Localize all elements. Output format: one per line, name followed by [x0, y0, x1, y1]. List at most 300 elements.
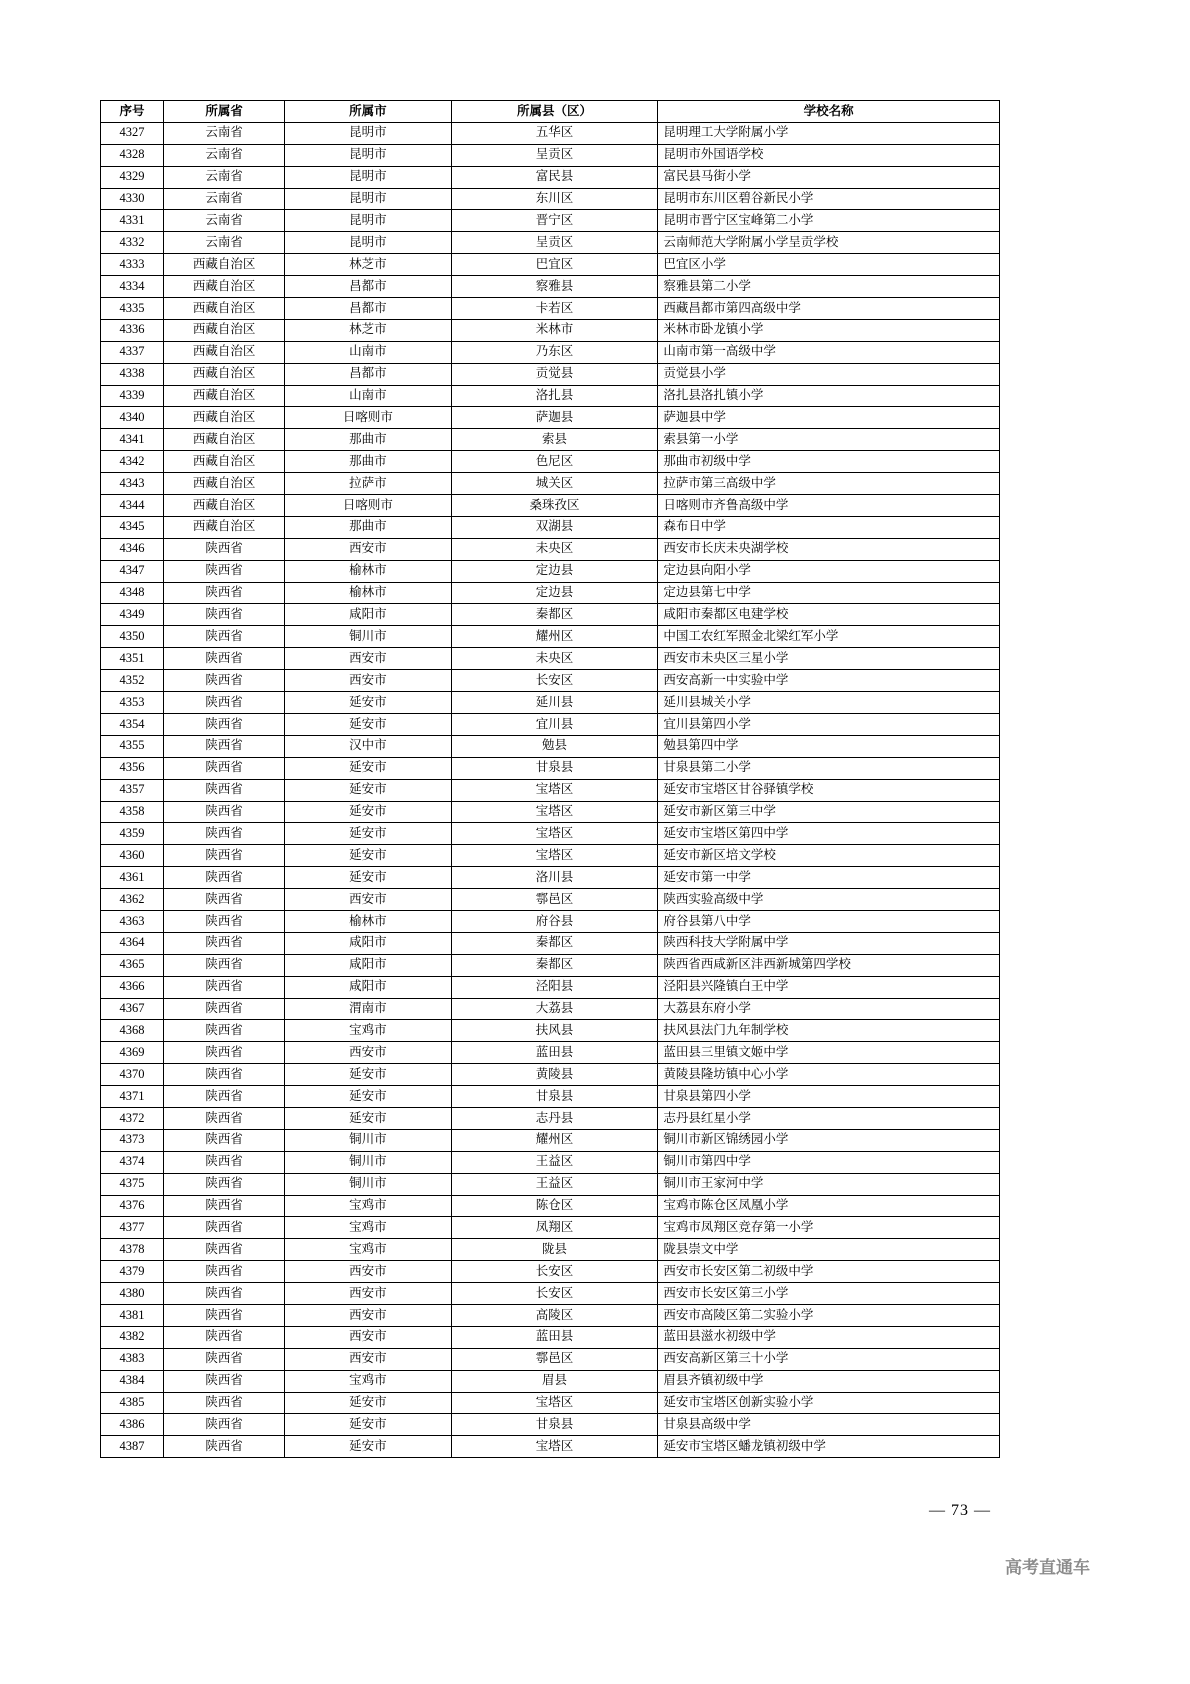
table-row [101, 166, 1000, 188]
table-row [101, 670, 1000, 692]
table-row [101, 1086, 1000, 1108]
table-cell: 4373 [101, 1129, 164, 1151]
table-cell: 晋宁区 [451, 210, 658, 232]
table-row [101, 932, 1000, 954]
school-table-body [101, 122, 1000, 1457]
table-cell: 西安市长庆未央湖学校 [658, 538, 1000, 560]
table-cell: 黄陵县 [451, 1064, 658, 1086]
table-cell: 西安市长安区第二初级中学 [658, 1261, 1000, 1283]
table-cell: 4331 [101, 210, 164, 232]
table-cell: 4355 [101, 735, 164, 757]
table-cell: 拉萨市 [285, 473, 451, 495]
table-cell: 延安市新区第三中学 [658, 801, 1000, 823]
table-cell: 4383 [101, 1348, 164, 1370]
table-cell: 4387 [101, 1436, 164, 1458]
table-cell: 眉县齐镇初级中学 [658, 1370, 1000, 1392]
table-cell: 云南省 [163, 166, 284, 188]
table-cell: 陇县崇文中学 [658, 1239, 1000, 1261]
table-cell: 铜川市新区锦绣园小学 [658, 1129, 1000, 1151]
table-cell: 4371 [101, 1086, 164, 1108]
table-cell: 榆林市 [285, 910, 451, 932]
table-cell: 宝塔区 [451, 1436, 658, 1458]
table-cell: 五华区 [451, 122, 658, 144]
table-cell: 西安市 [285, 1042, 451, 1064]
table-cell: 咸阳市秦都区电建学校 [658, 604, 1000, 626]
table-cell: 蓝田县 [451, 1042, 658, 1064]
table-cell: 扶风县 [451, 1020, 658, 1042]
table-cell: 榆林市 [285, 560, 451, 582]
table-cell: 昆明市外国语学校 [658, 144, 1000, 166]
table-cell: 云南省 [163, 188, 284, 210]
table-row [101, 626, 1000, 648]
table-cell: 陕西省 [163, 1392, 284, 1414]
table-cell: 4353 [101, 692, 164, 714]
table-cell: 西藏自治区 [163, 429, 284, 451]
watermark-text: 高考直通车 [1005, 1558, 1090, 1577]
table-cell: 陕西省 [163, 1151, 284, 1173]
table-cell: 陕西省 [163, 1304, 284, 1326]
table-row [101, 1392, 1000, 1414]
table-cell: 昆明市晋宁区宝峰第二小学 [658, 210, 1000, 232]
table-cell: 城关区 [451, 473, 658, 495]
table-cell: 西安市 [285, 1348, 451, 1370]
table-cell: 陕西省 [163, 845, 284, 867]
table-cell: 4385 [101, 1392, 164, 1414]
table-row [101, 867, 1000, 889]
table-cell: 渭南市 [285, 998, 451, 1020]
table-cell: 陕西省 [163, 1283, 284, 1305]
table-cell: 延安市 [285, 1436, 451, 1458]
table-cell: 4340 [101, 407, 164, 429]
table-cell: 4364 [101, 932, 164, 954]
table-cell: 4380 [101, 1283, 164, 1305]
table-cell: 未央区 [451, 648, 658, 670]
table-cell: 陕西省 [163, 910, 284, 932]
table-cell: 4363 [101, 910, 164, 932]
table-row [101, 1217, 1000, 1239]
table-row [101, 1414, 1000, 1436]
table-row [101, 276, 1000, 298]
table-cell: 陕西省 [163, 867, 284, 889]
table-row [101, 1195, 1000, 1217]
school-table-container [100, 100, 1000, 1458]
table-cell: 陕西省 [163, 1042, 284, 1064]
table-cell: 陕西省 [163, 1348, 284, 1370]
table-cell: 日喀则市齐鲁高级中学 [658, 495, 1000, 517]
table-cell: 西藏自治区 [163, 473, 284, 495]
table-cell: 桑珠孜区 [451, 495, 658, 517]
table-cell: 4366 [101, 976, 164, 998]
table-cell: 铜川市 [285, 1129, 451, 1151]
table-cell: 长安区 [451, 1261, 658, 1283]
table-cell: 甘泉县 [451, 1086, 658, 1108]
table-row [101, 560, 1000, 582]
school-table [100, 100, 1000, 1458]
table-cell: 延安市宝塔区甘谷驿镇学校 [658, 779, 1000, 801]
table-cell: 那曲市 [285, 451, 451, 473]
table-cell: 4345 [101, 516, 164, 538]
table-cell: 甘泉县高级中学 [658, 1414, 1000, 1436]
table-cell: 4338 [101, 363, 164, 385]
table-cell: 4386 [101, 1414, 164, 1436]
table-cell: 定边县向阳小学 [658, 560, 1000, 582]
table-cell: 长安区 [451, 1283, 658, 1305]
table-cell: 甘泉县 [451, 757, 658, 779]
table-cell: 日喀则市 [285, 407, 451, 429]
table-cell: 西安市 [285, 1304, 451, 1326]
table-cell: 宝鸡市 [285, 1239, 451, 1261]
table-cell: 秦都区 [451, 604, 658, 626]
table-cell: 宝鸡市 [285, 1217, 451, 1239]
table-cell: 4352 [101, 670, 164, 692]
table-cell: 陕西省 [163, 932, 284, 954]
table-row [101, 845, 1000, 867]
table-cell: 扶风县法门九年制学校 [658, 1020, 1000, 1042]
table-cell: 昌都市 [285, 363, 451, 385]
table-cell: 陕西省 [163, 1370, 284, 1392]
table-cell: 4370 [101, 1064, 164, 1086]
table-cell: 延安市宝塔区创新实验小学 [658, 1392, 1000, 1414]
table-cell: 陕西省 [163, 1020, 284, 1042]
table-cell: 4382 [101, 1326, 164, 1348]
table-cell: 眉县 [451, 1370, 658, 1392]
table-cell: 昆明市 [285, 144, 451, 166]
table-cell: 洛扎县洛扎镇小学 [658, 385, 1000, 407]
table-cell: 西安市长安区第三小学 [658, 1283, 1000, 1305]
header-county: 所属县（区） [451, 101, 658, 123]
table-cell: 陕西省 [163, 954, 284, 976]
table-cell: 蓝田县滋水初级中学 [658, 1326, 1000, 1348]
table-cell: 4348 [101, 582, 164, 604]
table-cell: 延安市 [285, 845, 451, 867]
table-cell: 4360 [101, 845, 164, 867]
table-row [101, 122, 1000, 144]
table-cell: 陕西省 [163, 1064, 284, 1086]
table-cell: 陕西省 [163, 670, 284, 692]
table-cell: 4378 [101, 1239, 164, 1261]
table-cell: 宝塔区 [451, 779, 658, 801]
table-cell: 昌都市 [285, 276, 451, 298]
table-cell: 云南省 [163, 232, 284, 254]
table-cell: 4356 [101, 757, 164, 779]
table-cell: 宝鸡市陈仓区凤凰小学 [658, 1195, 1000, 1217]
table-cell: 4327 [101, 122, 164, 144]
table-row [101, 1348, 1000, 1370]
table-cell: 云南师范大学附属小学呈贡学校 [658, 232, 1000, 254]
table-cell: 勉县第四中学 [658, 735, 1000, 757]
table-cell: 咸阳市 [285, 604, 451, 626]
table-row [101, 407, 1000, 429]
table-cell: 昆明理工大学附属小学 [658, 122, 1000, 144]
table-cell: 西安市 [285, 1326, 451, 1348]
table-cell: 贡觉县 [451, 363, 658, 385]
table-cell: 志丹县 [451, 1107, 658, 1129]
table-cell: 4368 [101, 1020, 164, 1042]
table-row [101, 473, 1000, 495]
table-cell: 宝鸡市 [285, 1020, 451, 1042]
table-cell: 志丹县红星小学 [658, 1107, 1000, 1129]
table-cell: 府谷县 [451, 910, 658, 932]
table-cell: 陕西省 [163, 1326, 284, 1348]
table-cell: 陕西省 [163, 1261, 284, 1283]
table-cell: 4335 [101, 298, 164, 320]
table-cell: 蓝田县 [451, 1326, 658, 1348]
table-cell: 泾阳县 [451, 976, 658, 998]
table-cell: 山南市 [285, 385, 451, 407]
header-city: 所属市 [285, 101, 451, 123]
table-cell: 4343 [101, 473, 164, 495]
table-row [101, 604, 1000, 626]
table-cell: 4341 [101, 429, 164, 451]
table-cell: 索县 [451, 429, 658, 451]
table-cell: 呈贡区 [451, 232, 658, 254]
table-cell: 咸阳市 [285, 954, 451, 976]
table-cell: 宜川县 [451, 713, 658, 735]
table-row [101, 1283, 1000, 1305]
table-row [101, 232, 1000, 254]
table-cell: 双湖县 [451, 516, 658, 538]
table-cell: 巴宜区小学 [658, 254, 1000, 276]
table-cell: 宝塔区 [451, 1392, 658, 1414]
table-cell: 鄠邑区 [451, 1348, 658, 1370]
table-cell: 勉县 [451, 735, 658, 757]
table-cell: 陕西省 [163, 692, 284, 714]
table-cell: 4367 [101, 998, 164, 1020]
table-cell: 西藏自治区 [163, 254, 284, 276]
table-cell: 山南市第一高级中学 [658, 341, 1000, 363]
table-cell: 未央区 [451, 538, 658, 560]
table-cell: 陕西省 [163, 1414, 284, 1436]
table-row [101, 516, 1000, 538]
table-row [101, 1064, 1000, 1086]
table-cell: 延安市 [285, 692, 451, 714]
table-row [101, 1173, 1000, 1195]
table-cell: 4328 [101, 144, 164, 166]
table-cell: 4334 [101, 276, 164, 298]
table-cell: 西安市 [285, 648, 451, 670]
table-cell: 日喀则市 [285, 495, 451, 517]
table-cell: 延川县城关小学 [658, 692, 1000, 714]
table-cell: 4381 [101, 1304, 164, 1326]
table-cell: 西藏自治区 [163, 407, 284, 429]
table-row [101, 582, 1000, 604]
table-cell: 陈仓区 [451, 1195, 658, 1217]
table-cell: 铜川市王家河中学 [658, 1173, 1000, 1195]
table-cell: 延川县 [451, 692, 658, 714]
table-cell: 陕西省 [163, 1173, 284, 1195]
table-cell: 萨迦县 [451, 407, 658, 429]
table-cell: 4361 [101, 867, 164, 889]
table-cell: 4376 [101, 1195, 164, 1217]
table-cell: 米林市卧龙镇小学 [658, 319, 1000, 341]
table-row [101, 954, 1000, 976]
table-cell: 陇县 [451, 1239, 658, 1261]
table-cell: 索县第一小学 [658, 429, 1000, 451]
table-row [101, 363, 1000, 385]
table-cell: 陕西省 [163, 560, 284, 582]
table-cell: 延安市 [285, 1107, 451, 1129]
table-cell: 中国工农红军照金北梁红军小学 [658, 626, 1000, 648]
table-cell: 西安市未央区三星小学 [658, 648, 1000, 670]
table-cell: 昆明市 [285, 188, 451, 210]
table-cell: 西安市高陵区第二实验小学 [658, 1304, 1000, 1326]
table-cell: 4379 [101, 1261, 164, 1283]
table-cell: 陕西省 [163, 735, 284, 757]
table-cell: 昆明市 [285, 122, 451, 144]
table-cell: 宝塔区 [451, 801, 658, 823]
table-cell: 陕西省 [163, 1239, 284, 1261]
table-cell: 咸阳市 [285, 932, 451, 954]
table-cell: 王益区 [451, 1151, 658, 1173]
table-cell: 王益区 [451, 1173, 658, 1195]
table-cell: 延安市宝塔区第四中学 [658, 823, 1000, 845]
table-cell: 宝鸡市凤翔区竞存第一小学 [658, 1217, 1000, 1239]
header-province: 所属省 [163, 101, 284, 123]
table-cell: 陕西省 [163, 1086, 284, 1108]
table-cell: 延安市 [285, 757, 451, 779]
table-cell: 卡若区 [451, 298, 658, 320]
table-cell: 富民县马街小学 [658, 166, 1000, 188]
table-cell: 西藏自治区 [163, 385, 284, 407]
table-cell: 甘泉县 [451, 1414, 658, 1436]
table-cell: 延安市 [285, 823, 451, 845]
table-row [101, 298, 1000, 320]
table-cell: 陕西省 [163, 1217, 284, 1239]
table-cell: 西安市 [285, 1283, 451, 1305]
table-cell: 那曲市初级中学 [658, 451, 1000, 473]
table-cell: 定边县第七中学 [658, 582, 1000, 604]
table-row [101, 998, 1000, 1020]
table-cell: 凤翔区 [451, 1217, 658, 1239]
table-cell: 那曲市 [285, 516, 451, 538]
table-cell: 4339 [101, 385, 164, 407]
table-cell: 西藏自治区 [163, 363, 284, 385]
table-header [101, 101, 1000, 123]
table-cell: 富民县 [451, 166, 658, 188]
table-cell: 贡觉县小学 [658, 363, 1000, 385]
table-row [101, 823, 1000, 845]
table-cell: 长安区 [451, 670, 658, 692]
table-cell: 4333 [101, 254, 164, 276]
table-cell: 陕西省 [163, 976, 284, 998]
table-cell: 西藏自治区 [163, 495, 284, 517]
table-cell: 云南省 [163, 144, 284, 166]
table-cell: 西藏自治区 [163, 451, 284, 473]
table-row [101, 735, 1000, 757]
table-cell: 秦都区 [451, 954, 658, 976]
table-cell: 昌都市 [285, 298, 451, 320]
table-cell: 陕西省 [163, 1436, 284, 1458]
table-cell: 陕西省 [163, 1129, 284, 1151]
table-cell: 西藏自治区 [163, 319, 284, 341]
table-cell: 陕西省 [163, 1107, 284, 1129]
table-row [101, 1129, 1000, 1151]
table-cell: 宝鸡市 [285, 1195, 451, 1217]
table-cell: 萨迦县中学 [658, 407, 1000, 429]
table-cell: 宜川县第四小学 [658, 713, 1000, 735]
table-cell: 4347 [101, 560, 164, 582]
table-cell: 色尼区 [451, 451, 658, 473]
header-serial: 序号 [101, 101, 164, 123]
table-cell: 铜川市 [285, 626, 451, 648]
table-cell: 洛扎县 [451, 385, 658, 407]
table-cell: 西安市 [285, 1261, 451, 1283]
table-cell: 陕西省 [163, 648, 284, 670]
table-cell: 西安市 [285, 889, 451, 911]
table-cell: 铜川市第四中学 [658, 1151, 1000, 1173]
table-cell: 4369 [101, 1042, 164, 1064]
table-cell: 高陵区 [451, 1304, 658, 1326]
table-row [101, 1326, 1000, 1348]
table-cell: 4337 [101, 341, 164, 363]
table-cell: 西藏昌都市第四高级中学 [658, 298, 1000, 320]
table-cell: 延安市 [285, 1392, 451, 1414]
table-cell: 昆明市 [285, 166, 451, 188]
table-cell: 延安市 [285, 1414, 451, 1436]
table-cell: 定边县 [451, 560, 658, 582]
table-cell: 西安市 [285, 670, 451, 692]
table-row [101, 692, 1000, 714]
table-cell: 陕西省西咸新区沣西新城第四学校 [658, 954, 1000, 976]
table-row [101, 144, 1000, 166]
table-cell: 4344 [101, 495, 164, 517]
table-cell: 4384 [101, 1370, 164, 1392]
table-row [101, 713, 1000, 735]
table-cell: 延安市 [285, 713, 451, 735]
table-cell: 巴宜区 [451, 254, 658, 276]
table-row [101, 1042, 1000, 1064]
table-cell: 陕西省 [163, 889, 284, 911]
table-cell: 府谷县第八中学 [658, 910, 1000, 932]
table-cell: 陕西省 [163, 604, 284, 626]
table-cell: 陕西省 [163, 779, 284, 801]
table-cell: 4330 [101, 188, 164, 210]
table-cell: 4365 [101, 954, 164, 976]
table-cell: 陕西省 [163, 713, 284, 735]
table-cell: 黄陵县隆坊镇中心小学 [658, 1064, 1000, 1086]
table-cell: 昆明市东川区碧谷新民小学 [658, 188, 1000, 210]
table-cell: 陕西实验高级中学 [658, 889, 1000, 911]
table-cell: 那曲市 [285, 429, 451, 451]
table-cell: 云南省 [163, 210, 284, 232]
header-school-name: 学校名称 [658, 101, 1000, 123]
table-cell: 4350 [101, 626, 164, 648]
table-cell: 4372 [101, 1107, 164, 1129]
table-cell: 4358 [101, 801, 164, 823]
table-row [101, 1107, 1000, 1129]
table-cell: 陕西科技大学附属中学 [658, 932, 1000, 954]
table-row [101, 910, 1000, 932]
table-cell: 4357 [101, 779, 164, 801]
table-cell: 西藏自治区 [163, 298, 284, 320]
table-cell: 定边县 [451, 582, 658, 604]
table-cell: 陕西省 [163, 582, 284, 604]
table-cell: 西藏自治区 [163, 516, 284, 538]
table-cell: 延安市 [285, 1086, 451, 1108]
table-cell: 米林市 [451, 319, 658, 341]
table-cell: 4354 [101, 713, 164, 735]
table-cell: 西藏自治区 [163, 341, 284, 363]
table-cell: 4374 [101, 1151, 164, 1173]
table-cell: 陕西省 [163, 998, 284, 1020]
table-cell: 4359 [101, 823, 164, 845]
table-cell: 4336 [101, 319, 164, 341]
table-cell: 拉萨市第三高级中学 [658, 473, 1000, 495]
table-cell: 4375 [101, 1173, 164, 1195]
table-row [101, 1151, 1000, 1173]
table-cell: 陕西省 [163, 538, 284, 560]
table-row [101, 538, 1000, 560]
